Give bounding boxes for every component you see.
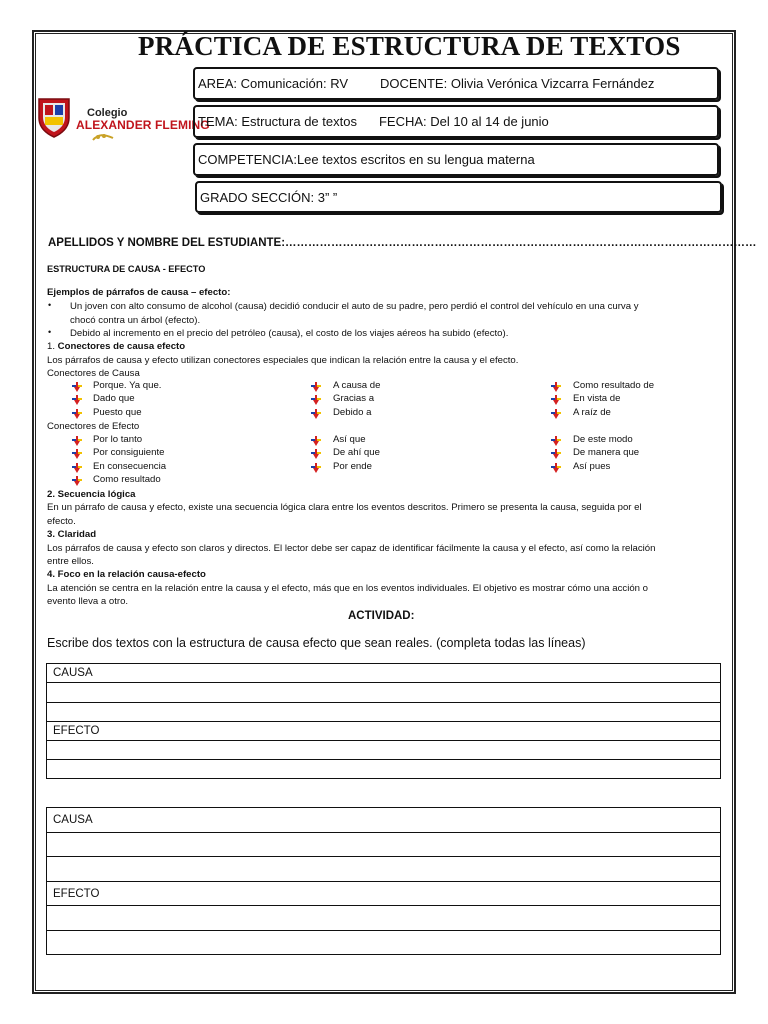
grado-box [195, 181, 722, 213]
foco-line1: La atención se centra en la relación entre la causa y el efecto, más que en los eventos individuales. El objetivo es mostrar cómo una acción o [47, 583, 649, 594]
arrow-down-icon [311, 463, 321, 473]
laurel-icon [92, 132, 114, 142]
arrow-down-icon [551, 449, 561, 459]
connectors-heading-text: Conectores de causa efecto [57, 341, 186, 352]
arrow-down-icon [551, 436, 561, 446]
arrow-down-icon [551, 382, 561, 392]
arrow-down-icon [311, 382, 321, 392]
arrow-down-icon [311, 436, 321, 446]
arrow-down-icon [72, 449, 82, 459]
connector-efecto-2-2: Así pues [573, 460, 611, 472]
actividad-title: ACTIVIDAD: [348, 610, 415, 622]
arrow-down-icon [72, 476, 82, 486]
causa-connectors-label: Conectores de Causa [47, 368, 140, 379]
connector-efecto-1-0: Por consiguiente [93, 447, 165, 459]
answer-table-2 [46, 807, 721, 955]
bullet-2: • [48, 327, 52, 337]
examples-heading: Ejemplos de párrafos de causa – efecto: [47, 287, 231, 298]
arrow-down-icon [72, 395, 82, 405]
arrow-down-icon [72, 463, 82, 473]
shield-icon [37, 96, 71, 138]
table2-causa-label: CAUSA [53, 813, 93, 826]
claridad-line1: Los párrafos de causa y efecto son claros y directos. El lector debe ser capaz de identificar fácilmente la causa y el efecto, así como la relación [47, 543, 656, 554]
secuencia-heading: 2. Secuencia lógica [47, 489, 136, 500]
fecha-label: FECHA: Del 10 al 14 de junio [378, 114, 549, 129]
table2-causa-row[interactable] [47, 808, 720, 833]
school-logo [37, 96, 210, 144]
foco-heading: 4. Foco en la relación causa-efecto [47, 569, 206, 580]
arrow-down-icon [311, 409, 321, 419]
grado-label: GRADO SECCIÓN: 3” ” [200, 189, 338, 205]
connector-causa-0-1: A causa de [333, 380, 381, 391]
tema-fecha-box [193, 105, 719, 138]
connector-causa-1-0: Dado que [93, 393, 135, 405]
connectors-intro: Los párrafos de causa y efecto utilizan conectores especiales que indican la relación entre la causa y el efecto. [47, 355, 519, 366]
table1-efecto-label: EFECTO [53, 725, 100, 738]
docente-label: DOCENTE: Olivia Verónica Vizcarra Fernández [380, 76, 655, 91]
arrow-down-icon [551, 463, 561, 473]
claridad-heading: 3. Claridad [47, 529, 97, 540]
foco-line2: evento lleva a otro. [47, 596, 129, 607]
connector-efecto-extra: Como resultado [93, 474, 161, 485]
connector-causa-1-1: Gracias a [333, 393, 375, 405]
connectors-heading [47, 340, 185, 353]
answer-table-1 [46, 663, 721, 779]
table1-blank-row-2[interactable] [47, 703, 720, 722]
connector-efecto-0-1: Así que [333, 434, 366, 445]
connector-efecto-0-0: Por lo tanto [93, 434, 143, 445]
arrow-down-icon [72, 409, 82, 419]
section-title: ESTRUCTURA DE CAUSA - EFECTO [47, 264, 206, 274]
arrow-down-icon [551, 395, 561, 405]
actividad-instruction: Escribe dos textos con la estructura de causa efecto que sean reales. (completa todas las líneas) [47, 636, 586, 650]
table1-blank-row-1[interactable] [47, 683, 720, 702]
bullet-1: • [48, 300, 52, 310]
secuencia-line1: En un párrafo de causa y efecto, existe una secuencia lógica clara entre los eventos descritos. Primero se presenta la causa, seguida por el [47, 502, 642, 513]
arrow-down-icon [72, 382, 82, 392]
table1-blank-row-3[interactable] [47, 741, 720, 760]
table2-blank-row-2[interactable] [47, 857, 720, 882]
connectors-heading-num: 1. [47, 341, 58, 352]
connector-efecto-1-2: De manera que [573, 447, 640, 459]
example-2: Debido al incremento en el precio del petróleo (causa), el costo de los viajes aéreos ha subido (efecto). [70, 328, 509, 339]
example-1-line2: chocó contra un árbol (efecto). [70, 315, 201, 326]
table1-efecto-row[interactable] [47, 722, 720, 741]
claridad-line2: entre ellos. [47, 556, 94, 567]
arrow-down-icon [551, 409, 561, 419]
table2-blank-row-4[interactable] [47, 931, 720, 956]
secuencia-line2: efecto. [47, 516, 76, 527]
connector-efecto-2-1: Por ende [333, 460, 372, 472]
connector-efecto-0-2: De este modo [573, 434, 633, 445]
table2-efecto-row[interactable] [47, 882, 720, 907]
competencia-label: COMPETENCIA:Lee textos escritos en su lengua materna [198, 152, 535, 167]
arrow-down-icon [72, 436, 82, 446]
area-label: AREA: Comunicación: RV [198, 76, 349, 91]
efecto-connectors-label: Conectores de Efecto [47, 421, 140, 432]
table1-causa-row[interactable] [47, 664, 720, 683]
table1-blank-row-4[interactable] [47, 760, 720, 779]
student-name-field[interactable]: APELLIDOS Y NOMBRE DEL ESTUDIANTE:…………………………………………………………………………………………………………… [48, 237, 757, 249]
arrow-down-icon [311, 449, 321, 459]
connector-causa-2-0: Puesto que [93, 406, 142, 418]
connector-causa-1-2: En vista de [573, 393, 621, 405]
area-docente-box [193, 67, 719, 100]
table2-blank-row-1[interactable] [47, 833, 720, 858]
connector-causa-0-0: Porque. Ya que. [93, 380, 162, 391]
arrow-down-icon [311, 395, 321, 405]
logo-text-colegio: Colegio [87, 107, 128, 119]
competencia-box [193, 143, 719, 176]
logo-text-school-name: ALEXANDER FLEMING [76, 118, 210, 132]
tema-label: TEMA: Estructura de textos [198, 114, 357, 129]
connector-causa-0-2: Como resultado de [573, 380, 655, 391]
table2-efecto-label: EFECTO [53, 887, 100, 900]
connector-causa-2-1: Debido a [333, 406, 372, 418]
table1-causa-label: CAUSA [53, 667, 93, 680]
connector-efecto-1-1: De ahí que [333, 447, 380, 459]
table2-blank-row-3[interactable] [47, 906, 720, 931]
connector-efecto-2-0: En consecuencia [93, 460, 167, 472]
example-1-line1: Un joven con alto consumo de alcohol (causa) decidió conducir el auto de su padre, pero perdió el control del vehículo en una curva y [70, 301, 639, 312]
connector-causa-2-2: A raíz de [573, 406, 611, 418]
page-title: PRÁCTICA DE ESTRUCTURA DE TEXTOS [138, 31, 681, 61]
